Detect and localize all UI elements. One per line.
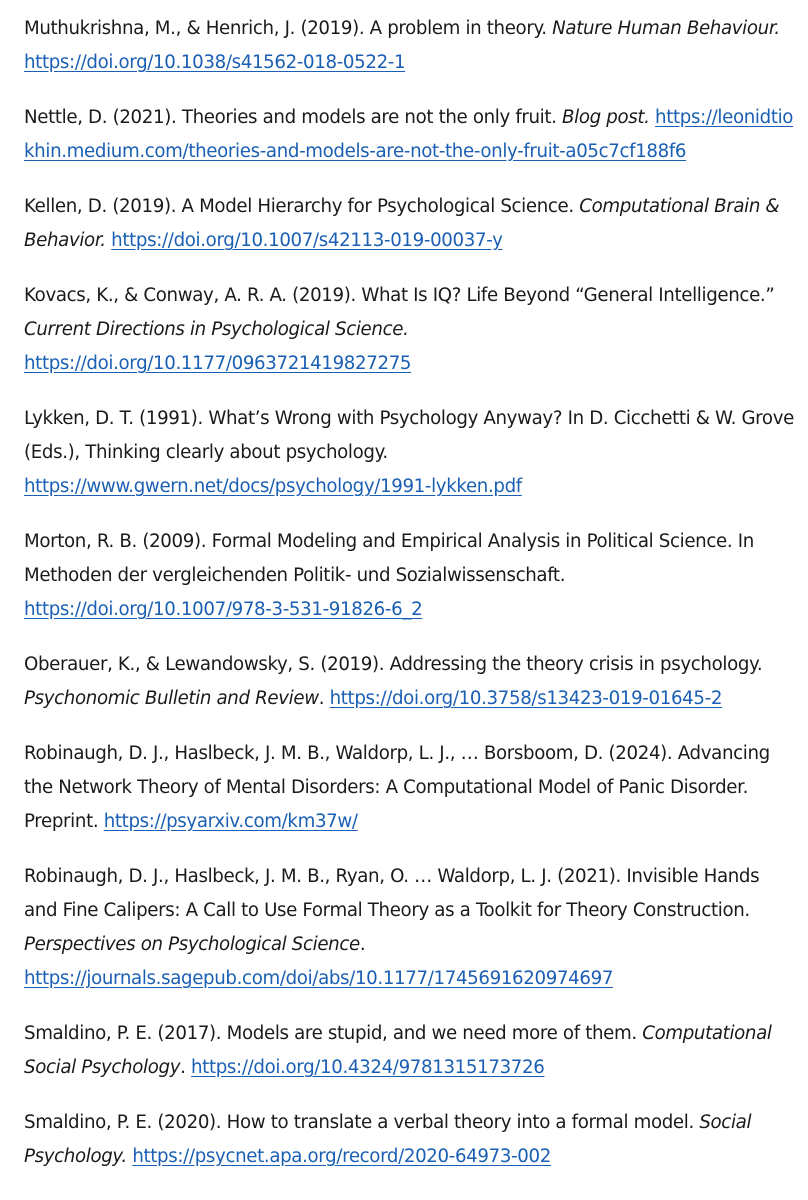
reference-item <box>24 1106 794 1174</box>
reference-link[interactable]: https://psycnet.apa.org/record/2020-64973-002 <box>132 1146 551 1167</box>
reference-link[interactable]: https://doi.org/10.4324/9781315173726 <box>190 1057 545 1078</box>
reference-venue: Social Psychology. <box>24 1112 752 1167</box>
reference-text: Smaldino, P. E. (2017). Models are stupid, and we need more of them. <box>24 1023 643 1044</box>
reference-item <box>24 12 794 80</box>
reference-text: Lykken, D. T. (1991). What’s Wrong with Psychology Anyway? In D. Cicchetti & W. Grove (Eds.), Thinking clearly about psychology. <box>24 408 794 463</box>
reference-venue: Nature Human Behaviour. <box>552 18 780 39</box>
reference-venue: Current Directions in Psychological Science. <box>24 319 409 340</box>
reference-link[interactable]: https://leonidtiokhin.medium.com/theories-and-models-are-not-the-only-fruit-a05c7cf188f6 <box>24 107 794 162</box>
reference-item <box>24 860 794 996</box>
reference-link[interactable]: https://doi.org/10.1007/978-3-531-91826-6_2 <box>24 599 423 620</box>
reference-item <box>24 190 794 258</box>
reference-punct: . <box>180 1057 191 1078</box>
reference-link[interactable]: https://psyarxiv.com/km37w/ <box>103 811 358 832</box>
reference-text: Kovacs, K., & Conway, A. R. A. (2019). What Is IQ? Life Beyond “General Intelligence.” <box>24 285 775 306</box>
reference-text: Robinaugh, D. J., Haslbeck, J. M. B., Waldorp, L. J., … Borsboom, D. (2024). Advancing the Network Theory of Mental Disorders: A Computational Model of Panic Disorder. Preprint. <box>24 743 770 832</box>
reference-link[interactable]: https://journals.sagepub.com/doi/abs/10.1177/1745691620974697 <box>24 968 614 989</box>
reference-link[interactable]: https://www.gwern.net/docs/psychology/1991-lykken.pdf <box>24 476 522 497</box>
reference-text: Nettle, D. (2021). Theories and models are not the only fruit. <box>24 107 563 128</box>
reference-link[interactable]: https://doi.org/10.1038/s41562-018-0522-1 <box>24 52 406 73</box>
reference-venue: Computational Social Psychology <box>24 1023 772 1078</box>
reference-link[interactable]: https://doi.org/10.1007/s42113-019-00037-y <box>111 230 503 251</box>
reference-link[interactable]: https://doi.org/10.3758/s13423-019-01645-2 <box>329 688 723 709</box>
reference-punct: . <box>318 688 330 709</box>
reference-venue: Computational Brain & Behavior. <box>24 196 780 251</box>
reference-text: Smaldino, P. E. (2020). How to translate a verbal theory into a formal model. <box>24 1112 700 1133</box>
reference-item <box>24 648 794 716</box>
reference-text: Robinaugh, D. J., Haslbeck, J. M. B., Ryan, O. … Waldorp, L. J. (2021). Invisible Hands and Fine Calipers: A Call to Use Formal Theory as a Toolkit for Theory Construction. <box>24 866 760 921</box>
reference-text: Muthukrishna, M., & Henrich, J. (2019). A problem in theory. <box>24 18 553 39</box>
reference-venue: Psychonomic Bulletin and Review <box>24 688 319 709</box>
reference-text: Morton, R. B. (2009). Formal Modeling and Empirical Analysis in Political Science. In Methoden der vergleichenden Politik- und Sozialwissenschaft. <box>24 531 754 586</box>
reference-punct: . <box>359 934 366 955</box>
reference-item <box>24 737 794 839</box>
reference-link[interactable]: https://doi.org/10.1177/0963721419827275 <box>24 353 412 374</box>
reference-item <box>24 279 794 381</box>
reference-item <box>24 525 794 627</box>
reference-text: Kellen, D. (2019). A Model Hierarchy for Psychological Science. <box>24 196 580 217</box>
reference-text: Oberauer, K., & Lewandowsky, S. (2019). Addressing the theory crisis in psychology. <box>24 654 763 675</box>
reference-item <box>24 1017 794 1085</box>
reference-venue: Blog post. <box>562 107 650 128</box>
reference-venue: Perspectives on Psychological Science <box>24 934 360 955</box>
reference-item <box>24 101 794 169</box>
reference-item <box>24 402 794 504</box>
